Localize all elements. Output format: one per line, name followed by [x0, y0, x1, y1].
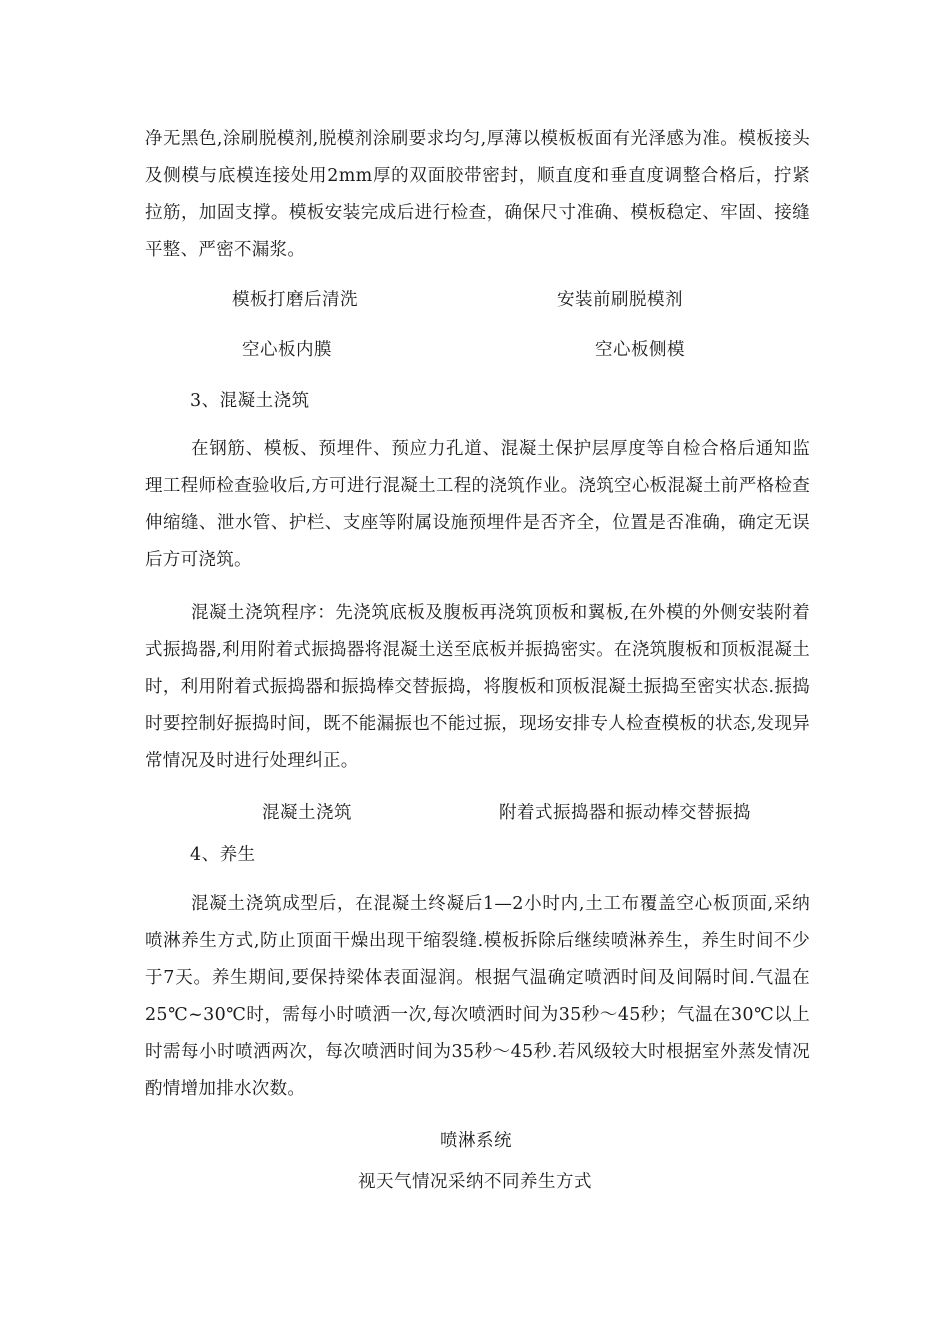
caption-spray-system: 喷淋系统	[440, 1131, 512, 1151]
caption-vibrator-alternation: 附着式振捣器和振动棒交替振捣	[499, 803, 751, 823]
caption-hollow-slab-side-mold: 空心板侧模	[595, 340, 685, 360]
caption-curing-by-weather: 视天气情况采纳不同养生方式	[358, 1172, 592, 1192]
caption-hollow-slab-inner-mold: 空心板内膜	[242, 340, 332, 360]
caption-apply-release-agent: 安装前刷脱模剂	[557, 290, 683, 310]
paragraph-pre-pour-inspection: 在钢筋、模板、预埋件、预应力孔道、混凝土保护层厚度等自检合格后通知监理工程师检查验收后,方可进行混凝土工程的浇筑作业。浇筑空心板混凝土前严格检查伸缩缝、泄水管、护栏、支座等附属设施预埋件是否齐全，位置是否准确，确定无误后方可浇筑。	[145, 439, 810, 570]
caption-formwork-polish-clean: 模板打磨后清洗	[232, 290, 358, 310]
section-heading-concrete-pouring: 3、混凝土浇筑	[190, 391, 310, 411]
caption-concrete-pouring: 混凝土浇筑	[262, 803, 352, 823]
paragraph-formwork-release-agent: 净无黑色,涂刷脱模剂,脱模剂涂刷要求均匀,厚薄以模板板面有光泽感为准。模板接头及侧模与底模连接处用2mm厚的双面胶带密封，顺直度和垂直度调整合格后，拧紧拉筋，加固支撑。模板安装完成后进行检查，确保尺寸准确、模板稳定、牢固、接缝平整、严密不漏浆。	[145, 129, 810, 260]
section-heading-curing: 4、养生	[190, 845, 256, 865]
paragraph-pouring-procedure: 混凝土浇筑程序：先浇筑底板及腹板再浇筑顶板和翼板,在外模的外侧安装附着式振捣器,利用附着式振捣器将混凝土送至底板并振捣密实。在浇筑腹板和顶板混凝土时，利用附着式振捣器和振捣棒交替振捣，将腹板和顶板混凝土振捣至密实状态.振捣时要控制好振捣时间，既不能漏振也不能过振，现场安排专人检查模板的状态,发现异常情况及时进行处理纠正。	[145, 603, 810, 771]
paragraph-curing-method: 混凝土浇筑成型后，在混凝土终凝后1—2小时内,土工布覆盖空心板顶面,采纳喷淋养生方式,防止顶面干燥出现干缩裂缝.模板拆除后继续喷淋养生，养生时间不少于7天。养生期间,要保持梁体表面湿润。根据气温确定喷洒时间及间隔时间.气温在25℃~30℃时，需每小时喷洒一次,每次喷洒时间为35秒～45秒；气温在30℃以上时需每小时喷洒两次，每次喷洒时间为35秒～45秒.若风级较大时根据室外蒸发情况酌情增加排水次数。	[145, 894, 810, 1099]
